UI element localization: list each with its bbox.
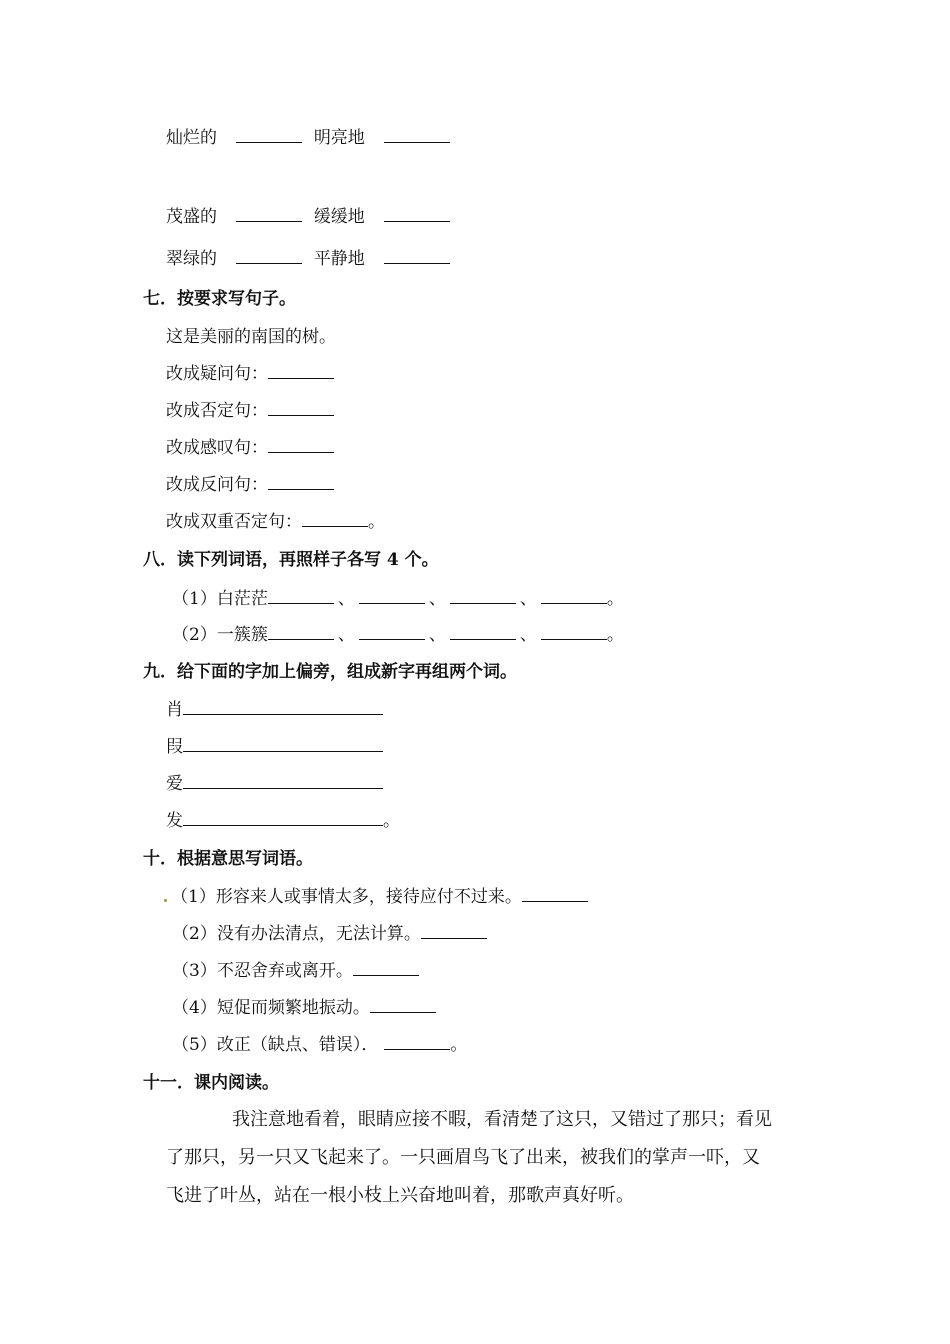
answer-blank[interactable] [359, 624, 425, 640]
rewrite-item [166, 511, 385, 533]
radical-item [166, 699, 383, 721]
end-mark: 。 [606, 589, 624, 609]
rewrite-item [166, 400, 334, 422]
answer-blank[interactable] [359, 588, 425, 604]
answer-blank[interactable] [236, 248, 302, 264]
answer-blank[interactable] [541, 588, 607, 604]
pattern-item [172, 588, 624, 610]
answer-blank[interactable] [522, 886, 588, 902]
word-right: 明亮地 [313, 128, 365, 148]
answer-blank[interactable] [450, 624, 516, 640]
section-heading-7: 七．按要求写句子。 [143, 289, 296, 309]
definition-text: （2）没有办法清点，无法计算。 [172, 924, 421, 944]
definition-item [164, 886, 588, 908]
answer-blank[interactable] [421, 923, 487, 939]
definition-item [172, 997, 436, 1019]
section-heading-10: 十．根据意思写词语。 [143, 849, 313, 869]
word-left: 灿烂的 [166, 128, 217, 148]
pattern-item [172, 624, 624, 646]
end-mark: 。 [606, 625, 624, 645]
section-heading-11: 十一．课内阅读。 [143, 1073, 279, 1093]
definition-text: （3）不忍舍弃或离开。 [172, 961, 353, 981]
end-mark: 。 [368, 512, 385, 532]
end-mark: 。 [450, 1035, 468, 1055]
separator: 、 [428, 625, 446, 645]
definition-text: （1）形容来人或事情太多，接待应付不过来。 [171, 887, 522, 907]
base-character: 肖 [166, 700, 183, 720]
answer-blank[interactable] [268, 400, 334, 416]
answer-blank[interactable] [183, 773, 383, 789]
answer-blank[interactable] [384, 1034, 450, 1050]
word-match-row-3 [166, 248, 450, 270]
rewrite-label: 改成反问句： [166, 475, 268, 495]
answer-blank[interactable] [183, 736, 383, 752]
word-left: 茂盛的 [166, 207, 217, 227]
definition-text: （4）短促而频繁地振动。 [172, 998, 370, 1018]
pattern-word: （2）一簇簇 [172, 625, 268, 645]
definition-item [172, 923, 487, 945]
answer-blank[interactable] [268, 363, 334, 379]
answer-blank[interactable] [370, 997, 436, 1013]
answer-blank[interactable] [236, 206, 302, 222]
separator: 、 [519, 589, 537, 609]
answer-blank[interactable] [450, 588, 516, 604]
answer-blank[interactable] [268, 624, 334, 640]
word-match-row-2 [166, 206, 450, 228]
separator: 、 [337, 589, 355, 609]
word-right: 平静地 [313, 249, 365, 269]
radical-item [166, 736, 383, 758]
word-left: 翠绿的 [166, 249, 217, 269]
radical-item [166, 810, 400, 832]
rewrite-item [166, 437, 334, 459]
definition-item [172, 960, 419, 982]
definition-item [172, 1034, 467, 1056]
word-match-row-1 [166, 127, 450, 149]
end-mark: 。 [383, 811, 400, 831]
passage-line-3: 飞进了叶丛，站在一根小枝上兴奋地叫着，那歌声真好听。 [166, 1185, 634, 1206]
answer-blank[interactable] [353, 960, 419, 976]
answer-blank[interactable] [268, 474, 334, 490]
definition-text: （5）改正（缺点、错误）． [172, 1035, 379, 1055]
answer-blank[interactable] [384, 127, 450, 143]
base-character: 爱 [166, 774, 183, 794]
separator: 、 [337, 625, 355, 645]
rewrite-item [166, 363, 334, 385]
answer-blank[interactable] [268, 437, 334, 453]
rewrite-label: 改成感叹句： [166, 438, 268, 458]
word-right: 缓缓地 [313, 207, 365, 227]
source-sentence: 这是美丽的南国的树。 [166, 327, 336, 347]
answer-blank[interactable] [183, 810, 383, 826]
answer-blank[interactable] [302, 511, 368, 527]
answer-blank[interactable] [384, 248, 450, 264]
passage-line-1: 我注意地看着，眼睛应接不暇，看清楚了这只，又错过了那只；看见 [232, 1109, 772, 1130]
pattern-word: （1）白茫茫 [172, 589, 268, 609]
rewrite-item [166, 474, 334, 496]
base-character: 叚 [166, 737, 183, 757]
separator: 、 [428, 589, 446, 609]
section-heading-8: 八．读下列词语，再照样子各写 4 个。 [143, 550, 439, 570]
answer-blank[interactable] [236, 127, 302, 143]
radical-item [166, 773, 383, 795]
passage-line-2: 了那只，另一只又飞起来了。一只画眉鸟飞了出来，被我们的掌声一吓，又 [166, 1147, 760, 1168]
answer-blank[interactable] [541, 624, 607, 640]
section-heading-9: 九．给下面的字加上偏旁，组成新字再组两个词。 [143, 662, 517, 682]
rewrite-label: 改成否定句： [166, 401, 268, 421]
rewrite-label: 改成双重否定句： [166, 512, 302, 532]
rewrite-label: 改成疑问句： [166, 364, 268, 384]
answer-blank[interactable] [268, 588, 334, 604]
separator: 、 [519, 625, 537, 645]
base-character: 发 [166, 811, 183, 831]
answer-blank[interactable] [183, 699, 383, 715]
speck-mark [164, 899, 167, 902]
answer-blank[interactable] [384, 206, 450, 222]
